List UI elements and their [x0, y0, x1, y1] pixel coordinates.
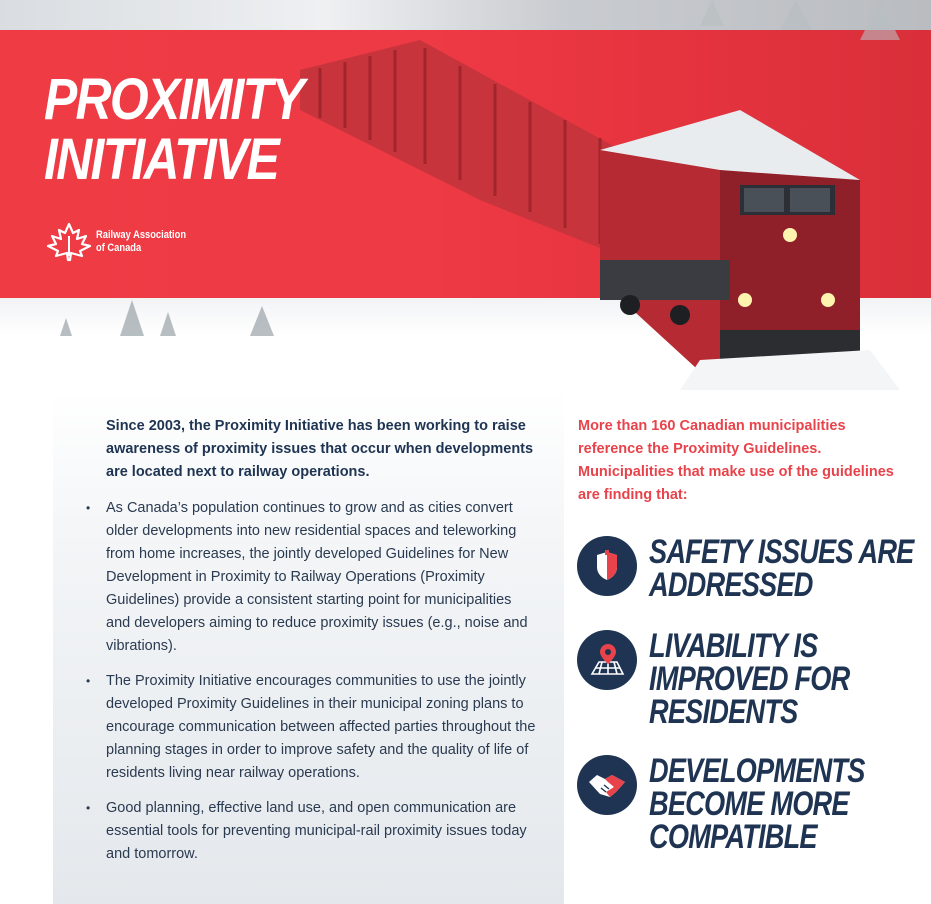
train-illustration	[300, 30, 931, 390]
shield-icon	[590, 549, 624, 583]
page-title	[44, 67, 303, 192]
logo-line-1: Railway Association	[96, 229, 187, 241]
title-line-2: INITIATIVE	[44, 127, 279, 192]
railway-association-logo	[46, 222, 202, 262]
bullet-text: As Canada’s population continues to grow and as cities convert older developments into new residential spaces and teleworking from home increases, the jointly developed Guidelines for New Development in Proximity to Railway Operations (Proximity Guidelines) provide a consistent starting point for municipalities and developers aiming to reduce proximity issues (e.g., noise and vibrations).	[106, 500, 528, 654]
bullet-marker: •	[86, 801, 91, 815]
benefit-safety	[577, 533, 931, 604]
bullet-list	[86, 497, 536, 878]
benefit-line: BECOME MORE	[649, 785, 849, 823]
list-item	[86, 497, 536, 658]
benefit-line: ADDRESSED	[649, 566, 813, 604]
benefit-compatibility	[577, 752, 918, 856]
benefit-line: COMPATIBLE	[649, 818, 817, 856]
intro-paragraph: Since 2003, the Proximity Initiative has been working to raise awareness of proximity issues that occur when developments are located next to railway operations.	[106, 418, 534, 480]
bullet-text: The Proximity Initiative encourages communities to use the jointly developed Proximity Guidelines in their municipal zoning plans to encourage communication between affected parties throughout the planning stages in order to improve safety and the quality of life of residents living near railway operations.	[106, 673, 536, 781]
benefit-badge	[577, 630, 637, 690]
list-item	[86, 797, 536, 866]
benefit-line: DEVELOPMENTS	[649, 752, 865, 790]
title-line-1: PROXIMITY	[44, 67, 303, 132]
handshake-icon	[586, 768, 628, 802]
benefit-line: IMPROVED FOR	[649, 660, 850, 698]
list-item	[86, 670, 536, 785]
bullet-marker: •	[86, 501, 91, 515]
benefit-label	[649, 627, 850, 731]
benefit-label	[649, 752, 865, 856]
bullet-text: Good planning, effective land use, and open communication are essential tools for preventing municipal-rail proximity issues today and tomorrow.	[106, 800, 527, 862]
logo-line-2: of Canada	[96, 242, 142, 254]
benefit-line: RESIDENTS	[649, 693, 798, 731]
benefit-badge	[577, 536, 637, 596]
hero-banner	[0, 0, 931, 390]
maple-leaf-icon	[46, 222, 92, 262]
benefit-livability	[577, 627, 900, 731]
benefit-line: LIVABILITY IS	[649, 627, 818, 665]
benefit-label	[649, 533, 914, 604]
map-pin-grid-icon	[587, 640, 627, 680]
bullet-marker: •	[86, 674, 91, 688]
logo-wordmark	[96, 229, 186, 255]
benefit-line: SAFETY ISSUES ARE	[649, 533, 914, 571]
municipalities-lead-text: More than 160 Canadian municipalities reference the Proximity Guidelines. Municipalities that make use of the guidelines are finding that:	[578, 418, 894, 503]
benefit-badge	[577, 755, 637, 815]
